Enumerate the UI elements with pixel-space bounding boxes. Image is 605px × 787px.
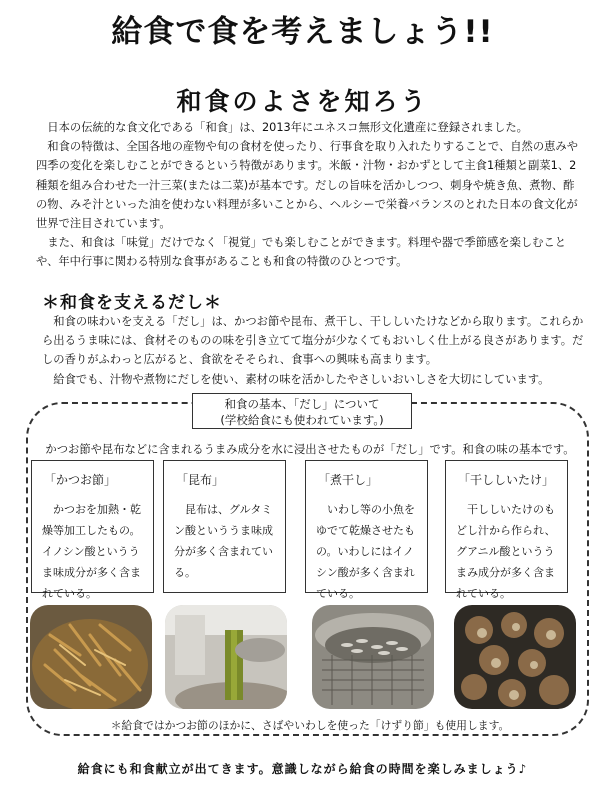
hoshishiitake-photo [454, 605, 576, 709]
card-name: 「煮干し」 [318, 473, 379, 487]
card-text: いわし等の小魚をゆでて乾燥させたもの。いわしにはイノシン酸が多く含まれている。 [316, 503, 415, 600]
konbu-photo [165, 605, 287, 709]
closing-message: 給食にも和食献立が出てきます。意識しながら給食の時間を楽しみましょう♪ [77, 762, 528, 776]
niboshi-photo [312, 605, 434, 709]
card-name: 「かつお節」 [44, 473, 117, 487]
card-niboshi [305, 460, 428, 600]
box-title-line: 和食の基本、「だし」について [224, 397, 380, 411]
page-title: 給食で食を考えましょう!! [111, 14, 494, 50]
card-katsuobushi [31, 460, 154, 600]
card-konbu [163, 460, 286, 593]
intro-paragraph: 和食の特徴は、全国各地の産物や旬の食材を使ったり、行事食を取り入れたりすることで、自然の恵みや四季の変化を楽しむことができるという特徴があります。米飯・汁物・おかずとして主食1種類と副菜1、2種類を組み合わせた一汁三菜(または二菜)が基本です。だしの旨味を活かしつつ、刺身や焼き魚、煮物、酢の物、みそ汁といった油を使わない料理が多いことから、ヘルシーで栄養バランスのとれた日本の食文化が世界で注目されています。 [36, 140, 579, 231]
dashi-paragraph: 和食の味わいを支える「だし」は、かつお節や昆布、煮干し、干ししいたけなどから取ります。これらから出るうま味には、食材そのものの味を引き立てて塩分が少なくてもおいしく仕上がる良さがあります。だしの香りがふわっと広がると、食欲をそそられ、食事への興味も高まります。 [42, 315, 584, 367]
intro-section [36, 118, 581, 272]
card-text: かつおを加熱・乾燥等加工したもの。イノシン酸といううま味成分が多く含まれている。 [42, 503, 141, 600]
katsuobushi-photo [30, 605, 152, 709]
footnote: ＊給食ではかつお節のほかに、さばやいわしを使った「けずり節」も使用します。 [110, 719, 510, 732]
box-intro: かつお節や昆布などに含まれるうまみ成分を水に浸出させたものが「だし」です。和食の味の基本です。 [45, 443, 575, 456]
dashi-section [42, 312, 587, 389]
dashi-paragraph: 給食でも、汁物や煮物にだしを使い、素材の味を活かしたやさしいおいしさを大切にしています。 [53, 372, 550, 386]
card-name: 「干ししいたけ」 [458, 473, 555, 487]
dashi-heading: ＊和食を支えるだし＊ [42, 293, 222, 313]
intro-paragraph: また、和食は「味覚」だけでなく「視覚」でも楽しむことができます。料理や器で季節感を楽しむことや、年中行事に関わる特別な食事があることも和食の特徴のひとつです。 [36, 236, 567, 269]
box-title [192, 393, 412, 429]
card-name: 「昆布」 [176, 473, 225, 487]
box-title-line: (学校給食にも使われています。) [220, 413, 384, 427]
card-text: 干ししいたけのもどし汁から作られ、グアニル酸といううまみ成分が多く含まれている。 [456, 503, 556, 600]
card-text: 昆布は、グルタミン酸といううま味成分が多く含まれている。 [174, 503, 273, 579]
card-hoshishiitake [445, 460, 568, 600]
intro-paragraph: 日本の伝統的な食文化である「和食」は、2013年にユネスコ無形文化遺産に登録されました。 [47, 121, 528, 134]
page-subtitle: 和食のよさを知ろう [176, 87, 429, 116]
